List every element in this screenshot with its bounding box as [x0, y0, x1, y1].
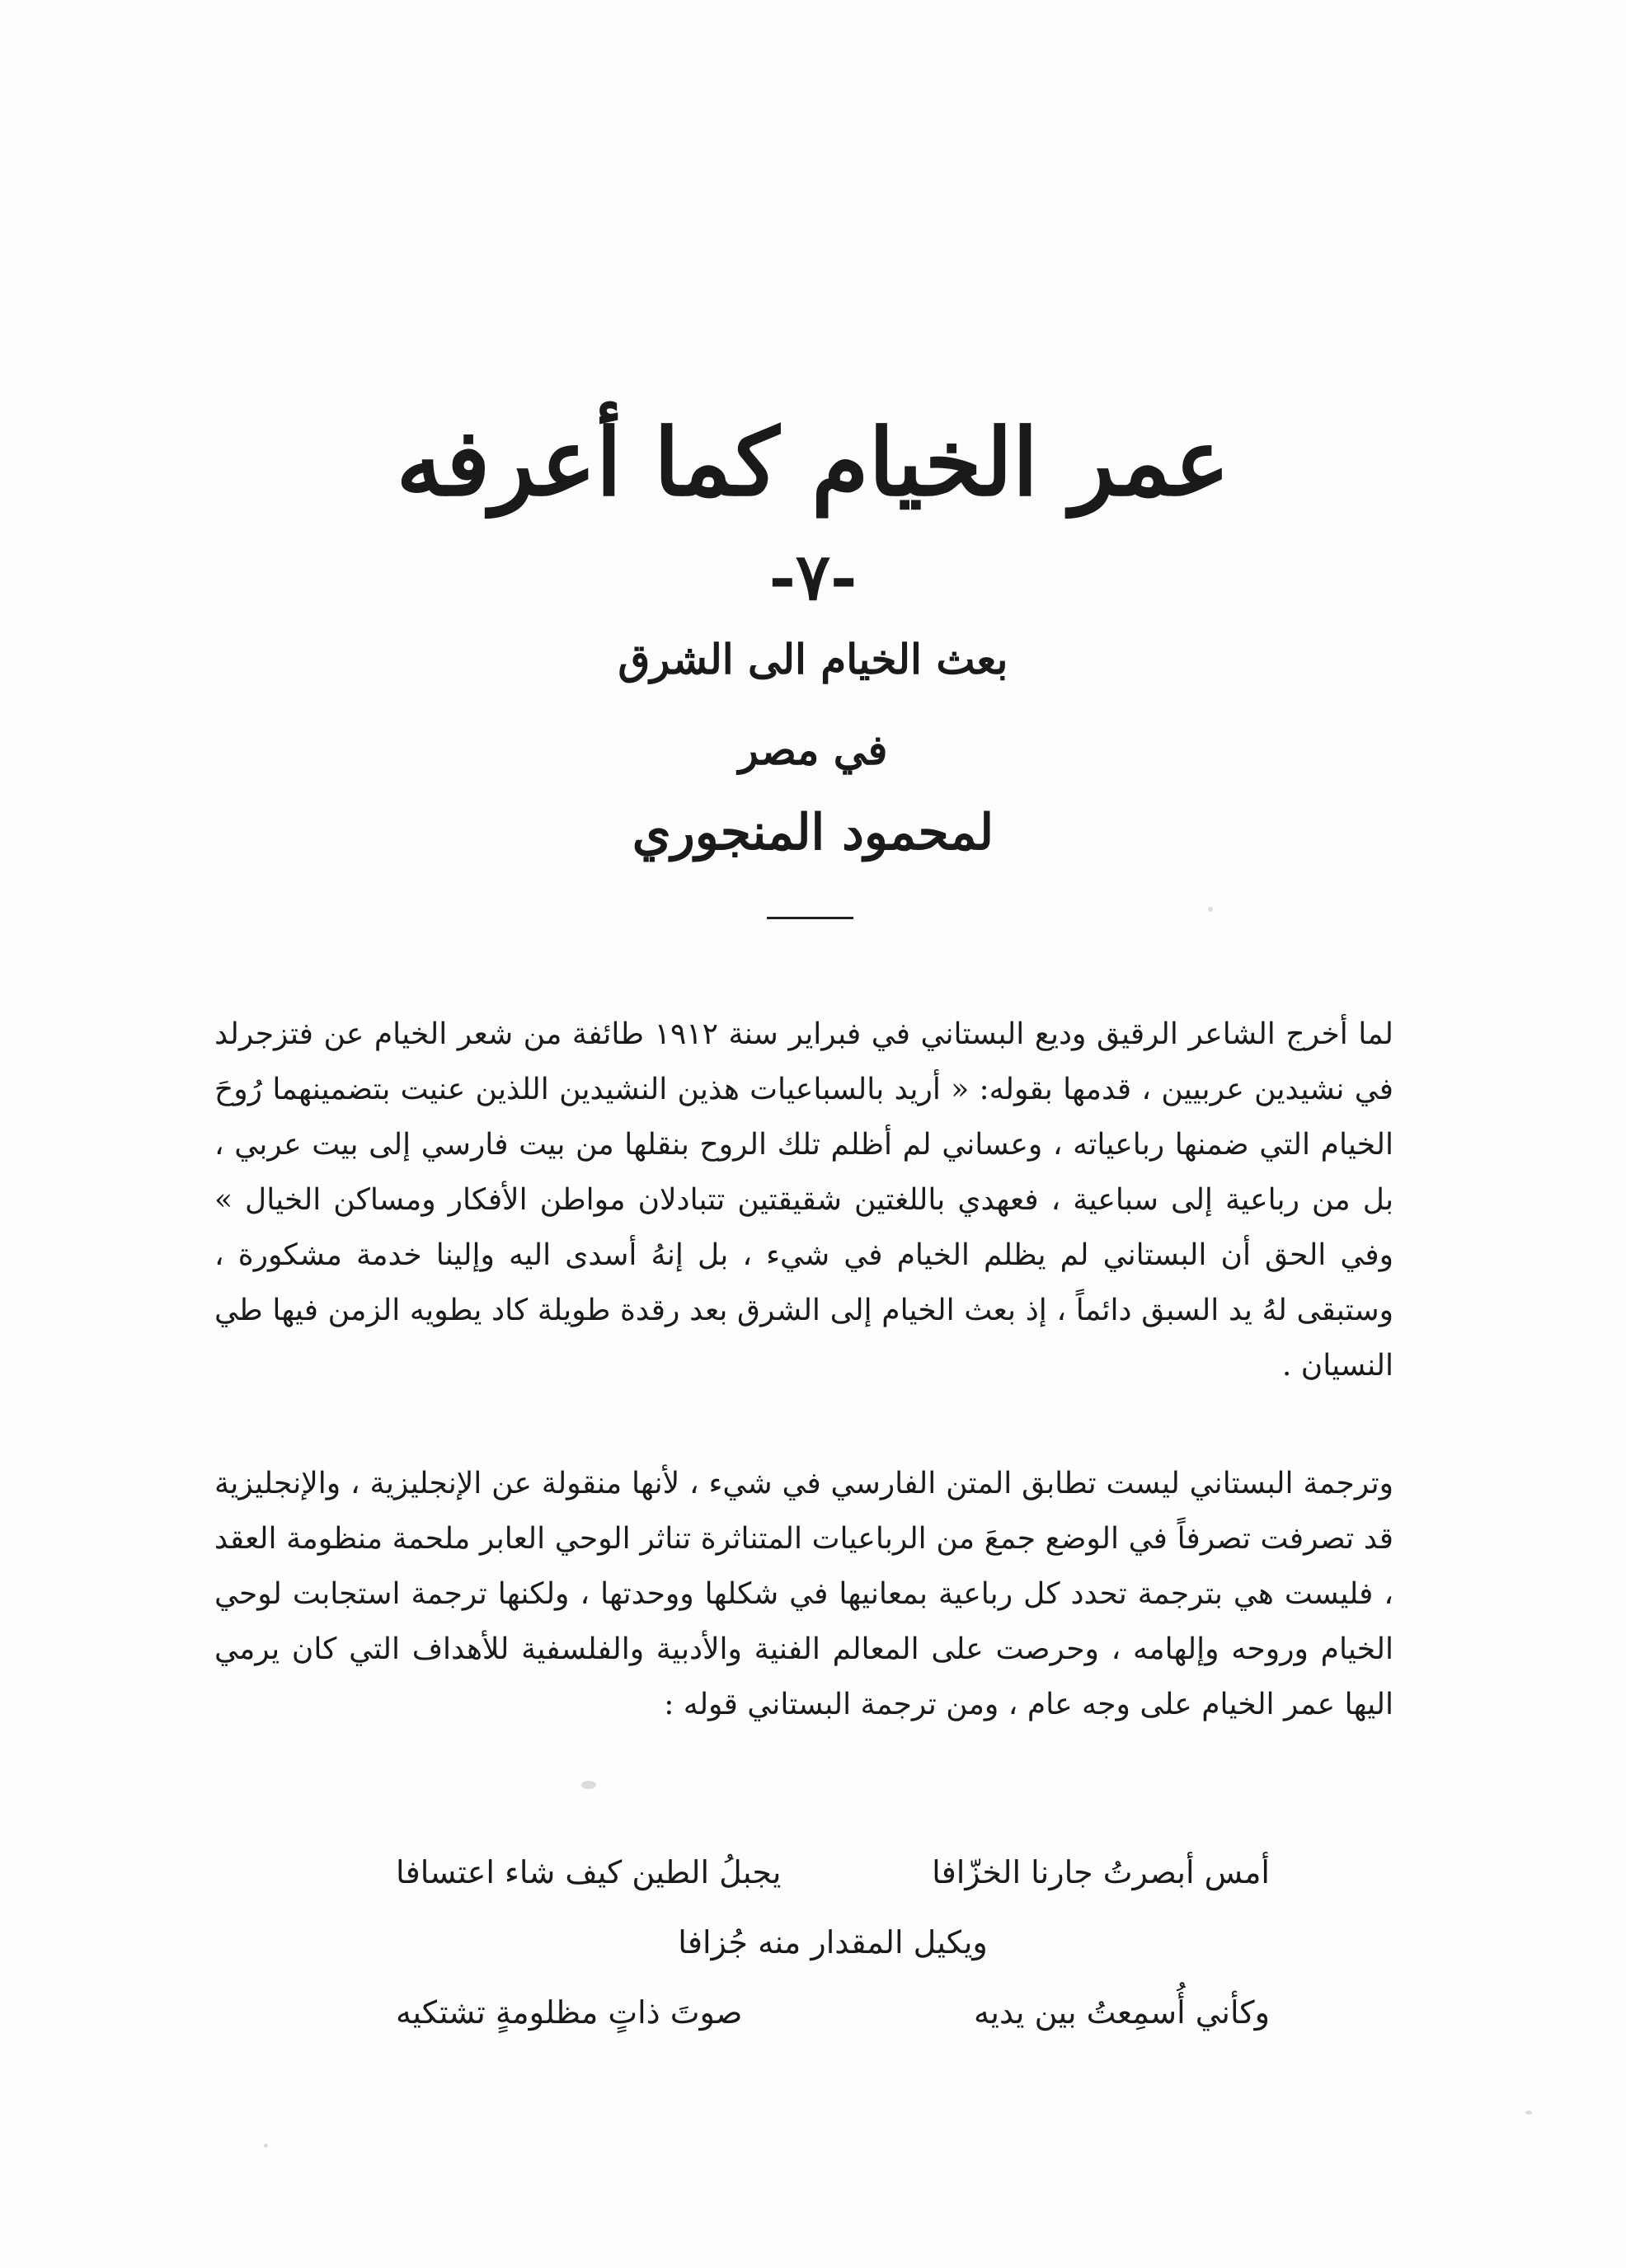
verse-hemistich-first: وكأني أُسمِعتُ بين يديه — [974, 1994, 1270, 2031]
print-speck — [1208, 907, 1213, 912]
verse-refrain: ويكيل المقدار منه جُزافا — [678, 1924, 988, 1960]
article-subtitle: بعث الخيام الى الشرق — [618, 635, 1008, 683]
print-speck — [1525, 2111, 1532, 2115]
article-title: عمر الخيام كما أعرفه — [396, 409, 1230, 517]
verse-hemistich-second: صوتَ ذاتٍ مظلومةٍ تشتكيه — [396, 1994, 743, 2031]
article-subtitle-location: في مصر — [738, 725, 888, 774]
verse-line — [396, 1909, 1270, 1976]
verse-hemistich-second: يجبلُ الطين كيف شاء اعتسافا — [396, 1854, 782, 1890]
article-author: لمحمود المنجوري — [632, 804, 994, 862]
print-speck — [264, 2144, 268, 2148]
verse-line — [396, 1838, 1270, 1906]
body-paragraph: لما أخرج الشاعر الرقيق وديع البستاني في فبراير سنة ١٩١٢ طائفة من شعر الخيام عن فتزجرلد في نشيدين عربيين ، قدمها بقوله: « أريد بالسباعيات هذين النشيدين اللذين عنيت بتضمينهما رُوحَ الخيام التي ضمنها رباعياته ، وعساني لم أظلم تلك الروح بنقلها من بيت فارسي إلى بيت عربي ، بل من رباعية إلى سباعية ، فعهدي باللغتين شقيقتين تتبادلان مواطن الأفكار ومساكن الخيال » وفي الحق أن البستاني لم يظلم الخيام في شيء ، بل إنهُ أسدى اليه وإلينا خدمة مشكورة ، وستبقى لهُ يد السبق دائماً ، إذ بعث الخيام إلى الشرق بعد رقدة طويلة كاد يطويه الزمن فيها طي النسيان . — [214, 1017, 1393, 1383]
verse-hemistich-first: أمس أبصرتُ جارنا الخزّافا — [932, 1854, 1270, 1890]
chapter-number: -٧- — [768, 540, 858, 615]
print-speck — [581, 1781, 596, 1789]
section-divider — [767, 917, 853, 919]
verse-line — [396, 1979, 1270, 2046]
body-paragraph: وترجمة البستاني ليست تطابق المتن الفارسي في شيء ، لأنها منقولة عن الإنجليزية ، والإنجليزية قد تصرفت تصرفاً في الوضع جمعَ من الرباعيات المتناثرة تناثر الوحي العابر ملحمة منظومة العقد ، فليست هي بترجمة تحدد كل رباعية بمعانيها في شكلها ووحدتها ، ولكنها ترجمة استجابت لوحي الخيام وروحه وإلهامه ، وحرصت على المعالم الفنية والأدبية والفلسفية للأهداف التي كان يرمي اليها عمر الخيام على وجه عام ، ومن ترجمة البستاني قوله : — [214, 1467, 1394, 1721]
